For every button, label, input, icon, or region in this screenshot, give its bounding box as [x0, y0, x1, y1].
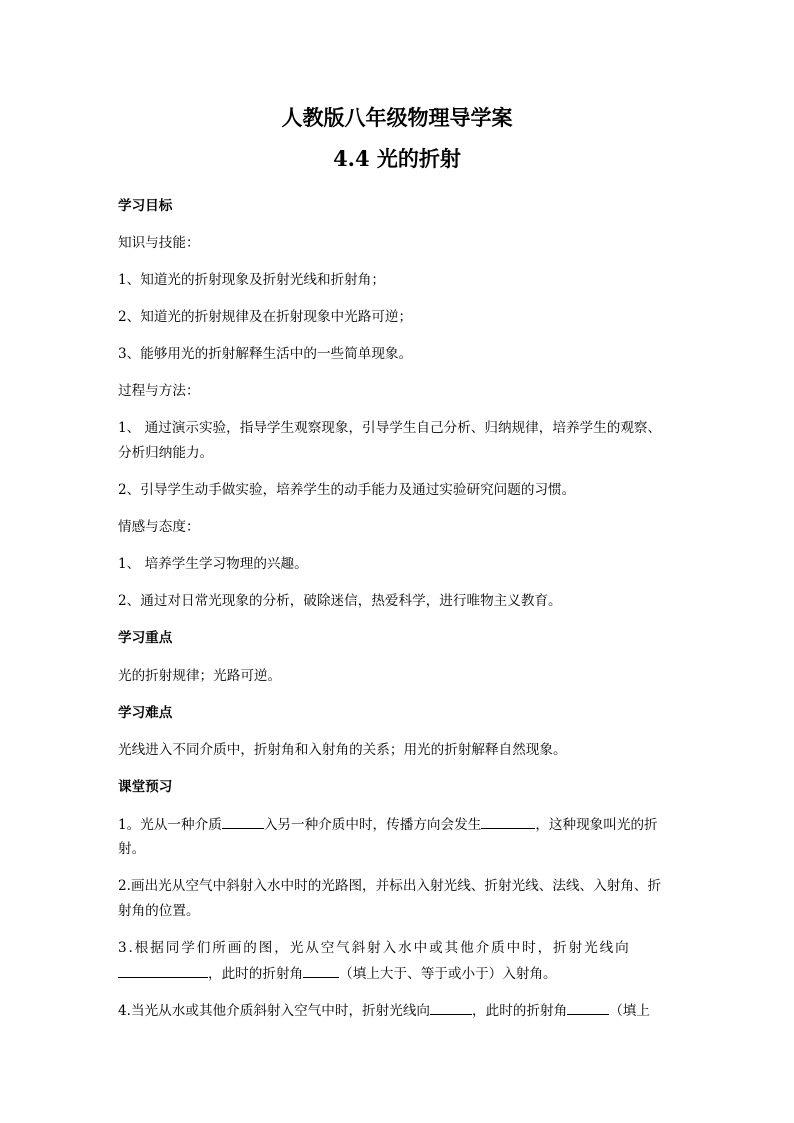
knowledge-label: 知识与技能： [118, 235, 200, 251]
process-item-1: 1、 通过演示实验，指导学生观察现象，引导学生自己分析、归纳规律，培养学生的观察、 [118, 420, 662, 436]
process-item-1-cont: 分析归纳能力。 [118, 445, 214, 461]
answer-blank[interactable] [222, 816, 264, 829]
question-4 [118, 1002, 678, 1019]
question-1-cont: 射。 [118, 841, 146, 857]
question-1-part-b: 入另一种介质中时，传播方向会发生 [263, 817, 482, 833]
question-4-part-a: 4.当光从水或其他介质斜射入空气中时，折射光线向 [118, 1003, 431, 1019]
question-2: 2.画出光从空气中斜射入水中时的光路图，并标出入射光线、折射光线、法线、入射角、折 [118, 878, 662, 894]
key-heading: 学习重点 [118, 630, 173, 646]
question-3: 3.根据同学们所画的图，光从空气斜射入水中或其他介质中时，折射光线向 [118, 940, 631, 956]
answer-blank[interactable] [481, 816, 535, 829]
knowledge-item-1: 1、知道光的折射现象及折射光线和折射角； [118, 272, 385, 288]
question-1-part-a: 1。光从一种介质 [118, 817, 222, 833]
question-3-part-b: ，此时的折射角 [208, 966, 304, 982]
process-label: 过程与方法： [118, 383, 200, 399]
answer-blank[interactable] [118, 965, 208, 978]
attitude-item-1: 1、 培养学生学习物理的兴趣。 [118, 556, 308, 572]
process-item-2: 2、引导学生动手做实验，培养学生的动手能力及通过实验研究问题的习惯。 [118, 482, 576, 498]
knowledge-item-3: 3、能够用光的折射解释生活中的一些简单现象。 [118, 346, 413, 362]
answer-blank[interactable] [567, 1002, 609, 1015]
attitude-item-2: 2、通过对日常光现象的分析，破除迷信，热爱科学，进行唯物主义教育。 [118, 593, 562, 609]
attitude-label: 情感与态度： [118, 519, 200, 535]
answer-blank[interactable] [303, 965, 339, 978]
document-title: 人教版八年级物理导学案 [281, 105, 513, 130]
question-4-part-b: ，此时的折射角 [472, 1003, 568, 1019]
question-3-part-c: （填上大于、等于或小于）入射角。 [339, 966, 557, 982]
difficulty-text: 光线进入不同介质中，折射角和入射角的关系；用光的折射解释自然现象。 [118, 742, 567, 758]
knowledge-item-2: 2、知道光的折射规律及在折射现象中光路可逆； [118, 309, 413, 325]
question-1 [118, 816, 678, 833]
preview-heading: 课堂预习 [118, 779, 173, 795]
answer-blank[interactable] [430, 1002, 472, 1015]
question-2-cont: 射角的位置。 [118, 903, 200, 919]
key-text: 光的折射规律；光路可逆。 [118, 668, 282, 684]
difficulty-heading: 学习难点 [118, 705, 173, 721]
question-1-part-c: ，这种现象叫光的折 [535, 817, 658, 833]
question-4-part-c: （填上 [609, 1003, 650, 1019]
question-3-cont [118, 965, 678, 982]
lesson-subtitle: 4.4 光的折射 [333, 146, 461, 171]
goals-heading: 学习目标 [118, 198, 173, 214]
